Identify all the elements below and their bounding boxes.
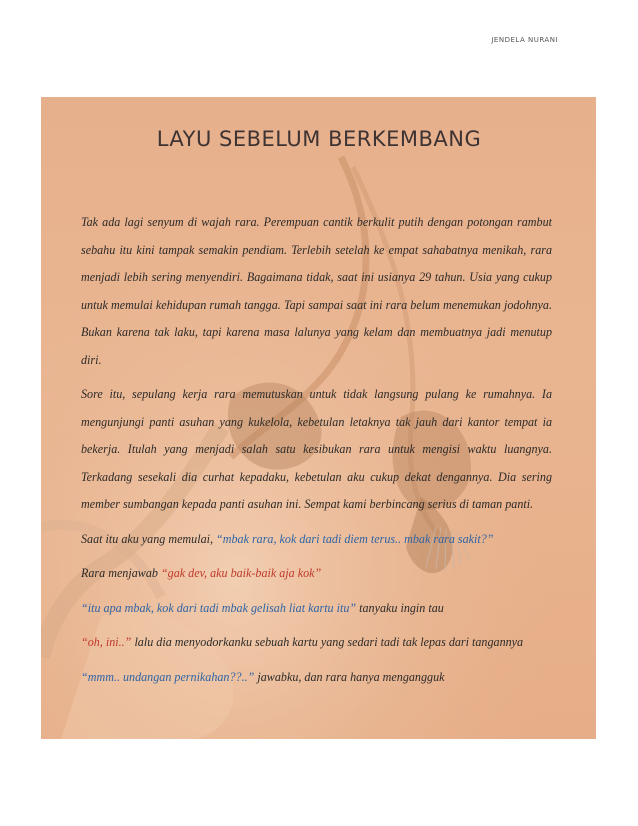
dialogue-quote: “mbak rara, kok dari tadi diem terus.. mbak rara sakit?” <box>216 531 494 546</box>
paragraph-2: Sore itu, sepulang kerja rara memutuskan untuk tidak langsung pulang ke rumahnya. Ia mengunjungi panti asuhan yang kukelola, kebetulan letaknya tak jauh dari kantor tempat ia bekerja. Itulah yang menjadi salah satu kesibukan rara untuk mengisi waktu luangnya. Terkadang sesekali dia curhat kepadaku, kebetulan aku cukup dekat dengannya. Dia sering member sumbangan kepada panti asuhan ini. Sempat kami berbincang serius di taman panti. <box>81 387 552 511</box>
paragraph-6 <box>81 629 552 657</box>
narration: Saat itu aku yang memulai, <box>81 531 217 546</box>
narration: lalu dia menyodorkanku sebuah kartu yang sedari tadi tak lepas dari tangannya <box>131 635 524 649</box>
narration: jawabku, dan rara hanya mengangguk <box>254 669 445 684</box>
paragraph-1: Tak ada lagi senyum di wajah rara. Perempuan cantik berkulit putih dengan potongan rambut sebahu itu kini tampak semakin pendiam. Terlebih setelah ke empat sahabatnya menikah, rara menjadi lebih sering menyendiri. Bagaimana tidak, saat ini usianya 29 tahun. Usia yang cukup untuk memulai kehidupan rumah tangga. Tapi sampai saat ini rara belum menemukan jodohnya. Bukan karena tak laku, tapi karena masa lalunya yang kelam dan membuatnya jadi menutup diri. <box>81 215 552 367</box>
paragraph-3 <box>81 526 552 554</box>
running-header: JENDELA NURANI <box>491 36 558 44</box>
article-body <box>81 209 552 698</box>
dialogue-quote: “gak dev, aku baik-baik aja kok” <box>160 566 322 580</box>
dialogue-quote: “itu apa mbak, kok dari tadi mbak gelisah liat kartu itu” <box>81 600 357 615</box>
dialogue-quote: “mmm.. undangan pernikahan??..” <box>81 669 255 684</box>
article-title: LAYU SEBELUM BERKEMBANG <box>156 127 482 151</box>
paragraph-4 <box>81 560 552 588</box>
narration: tanyaku ingin tau <box>356 600 444 615</box>
paragraph-5 <box>81 595 552 623</box>
narration: Rara menjawab <box>81 566 161 580</box>
dialogue-quote: “oh, ini..” <box>81 635 132 649</box>
paragraph-7 <box>81 664 552 692</box>
